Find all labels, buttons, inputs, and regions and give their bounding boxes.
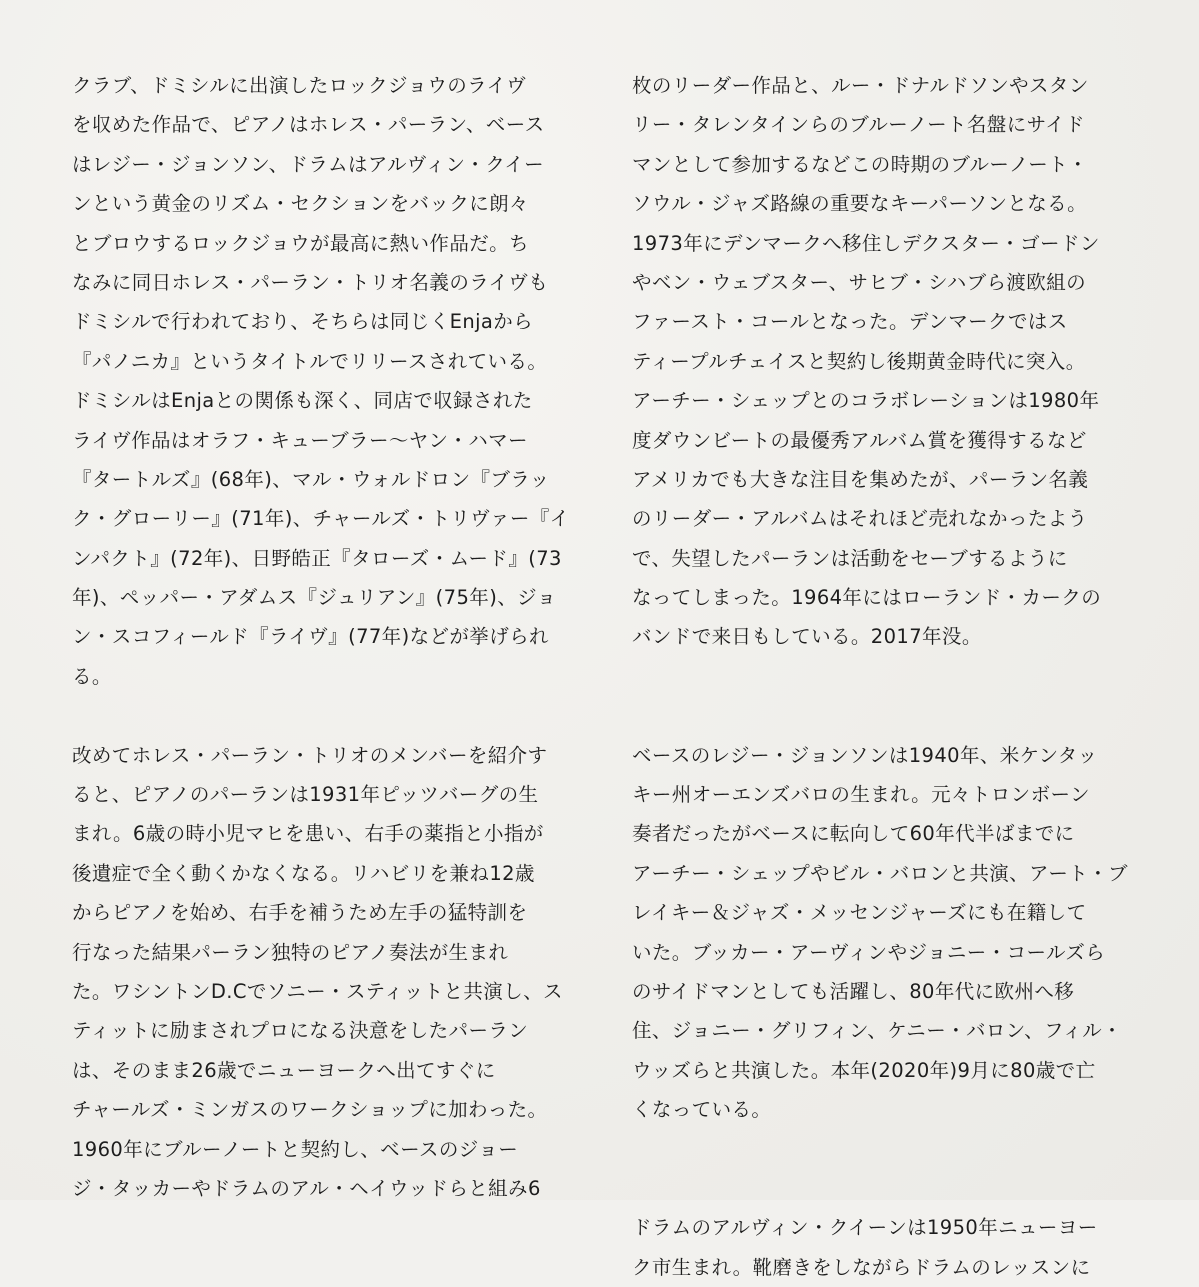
text-line: ンという黄金のリズム・セクションをバックに朗々 (72, 192, 529, 216)
text-line: アーチー・シェップとのコラボレーションは1980年 (632, 389, 1100, 413)
left-column (72, 66, 570, 1208)
text-line: アーチー・シェップやビル・バロンと共演、アート・ブ (632, 861, 1128, 885)
text-line: 『パノニカ』というタイトルでリリースされている。 (72, 349, 548, 373)
text-line: なってしまった。1964年にはローランド・カークの (632, 586, 1102, 610)
text-line: ク市生まれ。靴磨きをしながらドラムのレッスンに (632, 1255, 1091, 1279)
text-line: レイキー＆ジャズ・メッセンジャーズにも在籍して (632, 901, 1087, 925)
text-line: やベン・ウェブスター、サヒブ・シハブら渡欧組の (632, 270, 1086, 294)
text-line: のリーダー・アルバムはそれほど売れなかったよう (632, 507, 1088, 531)
paragraph-gap (632, 657, 1122, 696)
text-line: チャールズ・ミンガスのワークショップに加わった。 (72, 1098, 548, 1122)
text-line: くなっている。 (632, 1098, 772, 1122)
paragraph-gap (72, 696, 562, 735)
text-line: ク・グローリー』(71年)、チャールズ・トリヴァー『イ (72, 507, 570, 531)
text-line: ライヴ作品はオラフ・キューブラー〜ヤン・ハマー (72, 428, 528, 452)
text-line: ファースト・コールとなった。デンマークではス (632, 310, 1068, 334)
text-line: ソウル・ジャズ路線の重要なキーパーソンとなる。 (632, 192, 1087, 216)
text-line: ドミシルはEnjaとの関係も深く、同店で収録された (72, 389, 533, 413)
text-line: 1960年にブルーノートと契約し、ベースのジョー (72, 1137, 519, 1161)
text-line: ティープルチェイスと契約し後期黄金時代に突入。 (632, 349, 1086, 373)
text-line: を収めた作品で、ピアノはホレス・パーラン、ベース (72, 113, 545, 137)
text-line: クラブ、ドミシルに出演したロックジョウのライヴ (72, 74, 527, 97)
paragraph (632, 736, 1128, 1130)
text-line: キー州オーエンズバロの生まれ。元々トロンボーン (632, 783, 1090, 807)
text-line: 奏者だったがベースに転向して60年代半ばまでに (632, 822, 1075, 846)
text-line: ウッズらと共演した。本年(2020年)9月に80歳で亡 (632, 1058, 1096, 1082)
text-line: からピアノを始め、右手を補うため左手の猛特訓を (72, 901, 528, 925)
text-line: のサイドマンとしても活躍し、80年代に欧州へ移 (632, 979, 1075, 1003)
paragraph-gap (632, 1169, 1122, 1208)
text-line: まれ。6歳の時小児マヒを患い、右手の薬指と小指が (72, 822, 544, 846)
text-line: る。 (72, 664, 112, 688)
text-line: とブロウするロックジョウが最高に熱い作品だ。ち (72, 231, 529, 255)
paragraph-gap (632, 1130, 1122, 1169)
text-line: ベースのレジー・ジョンソンは1940年、米ケンタッ (632, 743, 1098, 767)
text-line: ンパクト』(72年)、日野皓正『タローズ・ムード』(73 (72, 546, 562, 570)
text-line: ドラムのアルヴィン・クイーンは1950年ニューヨー (632, 1216, 1098, 1240)
text-line: 住、ジョニー・グリフィン、ケニー・バロン、フィル・ (632, 1019, 1123, 1043)
text-line: バンドで来日もしている。2017年没。 (632, 625, 982, 649)
text-line: いた。ブッカー・アーヴィンやジョニー・コールズら (632, 940, 1106, 964)
text-line: で、失望したパーランは活動をセーブするように (632, 546, 1068, 570)
text-line: ティットに励まされプロになる決意をしたパーラン (72, 1019, 529, 1043)
text-line: は、そのまま26歳でニューヨークへ出てすぐに (72, 1058, 496, 1082)
paragraph (72, 66, 570, 696)
text-line: 枚のリーダー作品と、ルー・ドナルドソンやスタン (632, 74, 1089, 97)
text-line: マンとして参加するなどこの時期のブルーノート・ (632, 152, 1088, 176)
text-line: ン・スコフィールド『ライヴ』(77年)などが挙げられ (72, 625, 549, 649)
text-line: なみに同日ホレス・パーラン・トリオ名義のライヴも (72, 270, 549, 294)
text-line: 1973年にデンマークへ移住しデクスター・ゴードン (632, 231, 1100, 255)
paragraph-gap (632, 696, 1122, 735)
paragraph (632, 1208, 1122, 1287)
text-line: ると、ピアノのパーランは1931年ピッツバーグの生 (72, 783, 539, 807)
text-line: はレジー・ジョンソン、ドラムはアルヴィン・クイー (72, 152, 545, 176)
text-line: 度ダウンビートの最優秀アルバム賞を獲得するなど (632, 428, 1087, 452)
right-column (632, 66, 1128, 1287)
paragraph (72, 736, 562, 1209)
text-line: アメリカでも大きな注目を集めたが、パーラン名義 (632, 467, 1089, 491)
text-line: 改めてホレス・パーラン・トリオのメンバーを紹介す (72, 743, 548, 767)
text-line: ジ・タッカーやドラムのアル・ヘイウッドらと組み6 (72, 1176, 541, 1200)
text-line: 『タートルズ』(68年)、マル・ウォルドロン『ブラッ (72, 467, 550, 491)
text-line: リー・タレンタインらのブルーノート名盤にサイド (632, 113, 1085, 137)
text-line: 行なった結果パーラン独特のピアノ奏法が生まれ (72, 940, 509, 964)
text-line: ドミシルで行われており、そちらは同じくEnjaから (72, 310, 534, 334)
text-line: 年)、ペッパー・アダムス『ジュリアン』(75年)、ジョ (72, 586, 557, 610)
text-line: 後遺症で全く動くかなくなる。リハビリを兼ね12歳 (72, 861, 535, 885)
text-line: た。ワシントンD.Cでソニー・スティットと共演し、ス (72, 979, 563, 1003)
paragraph (632, 66, 1122, 657)
